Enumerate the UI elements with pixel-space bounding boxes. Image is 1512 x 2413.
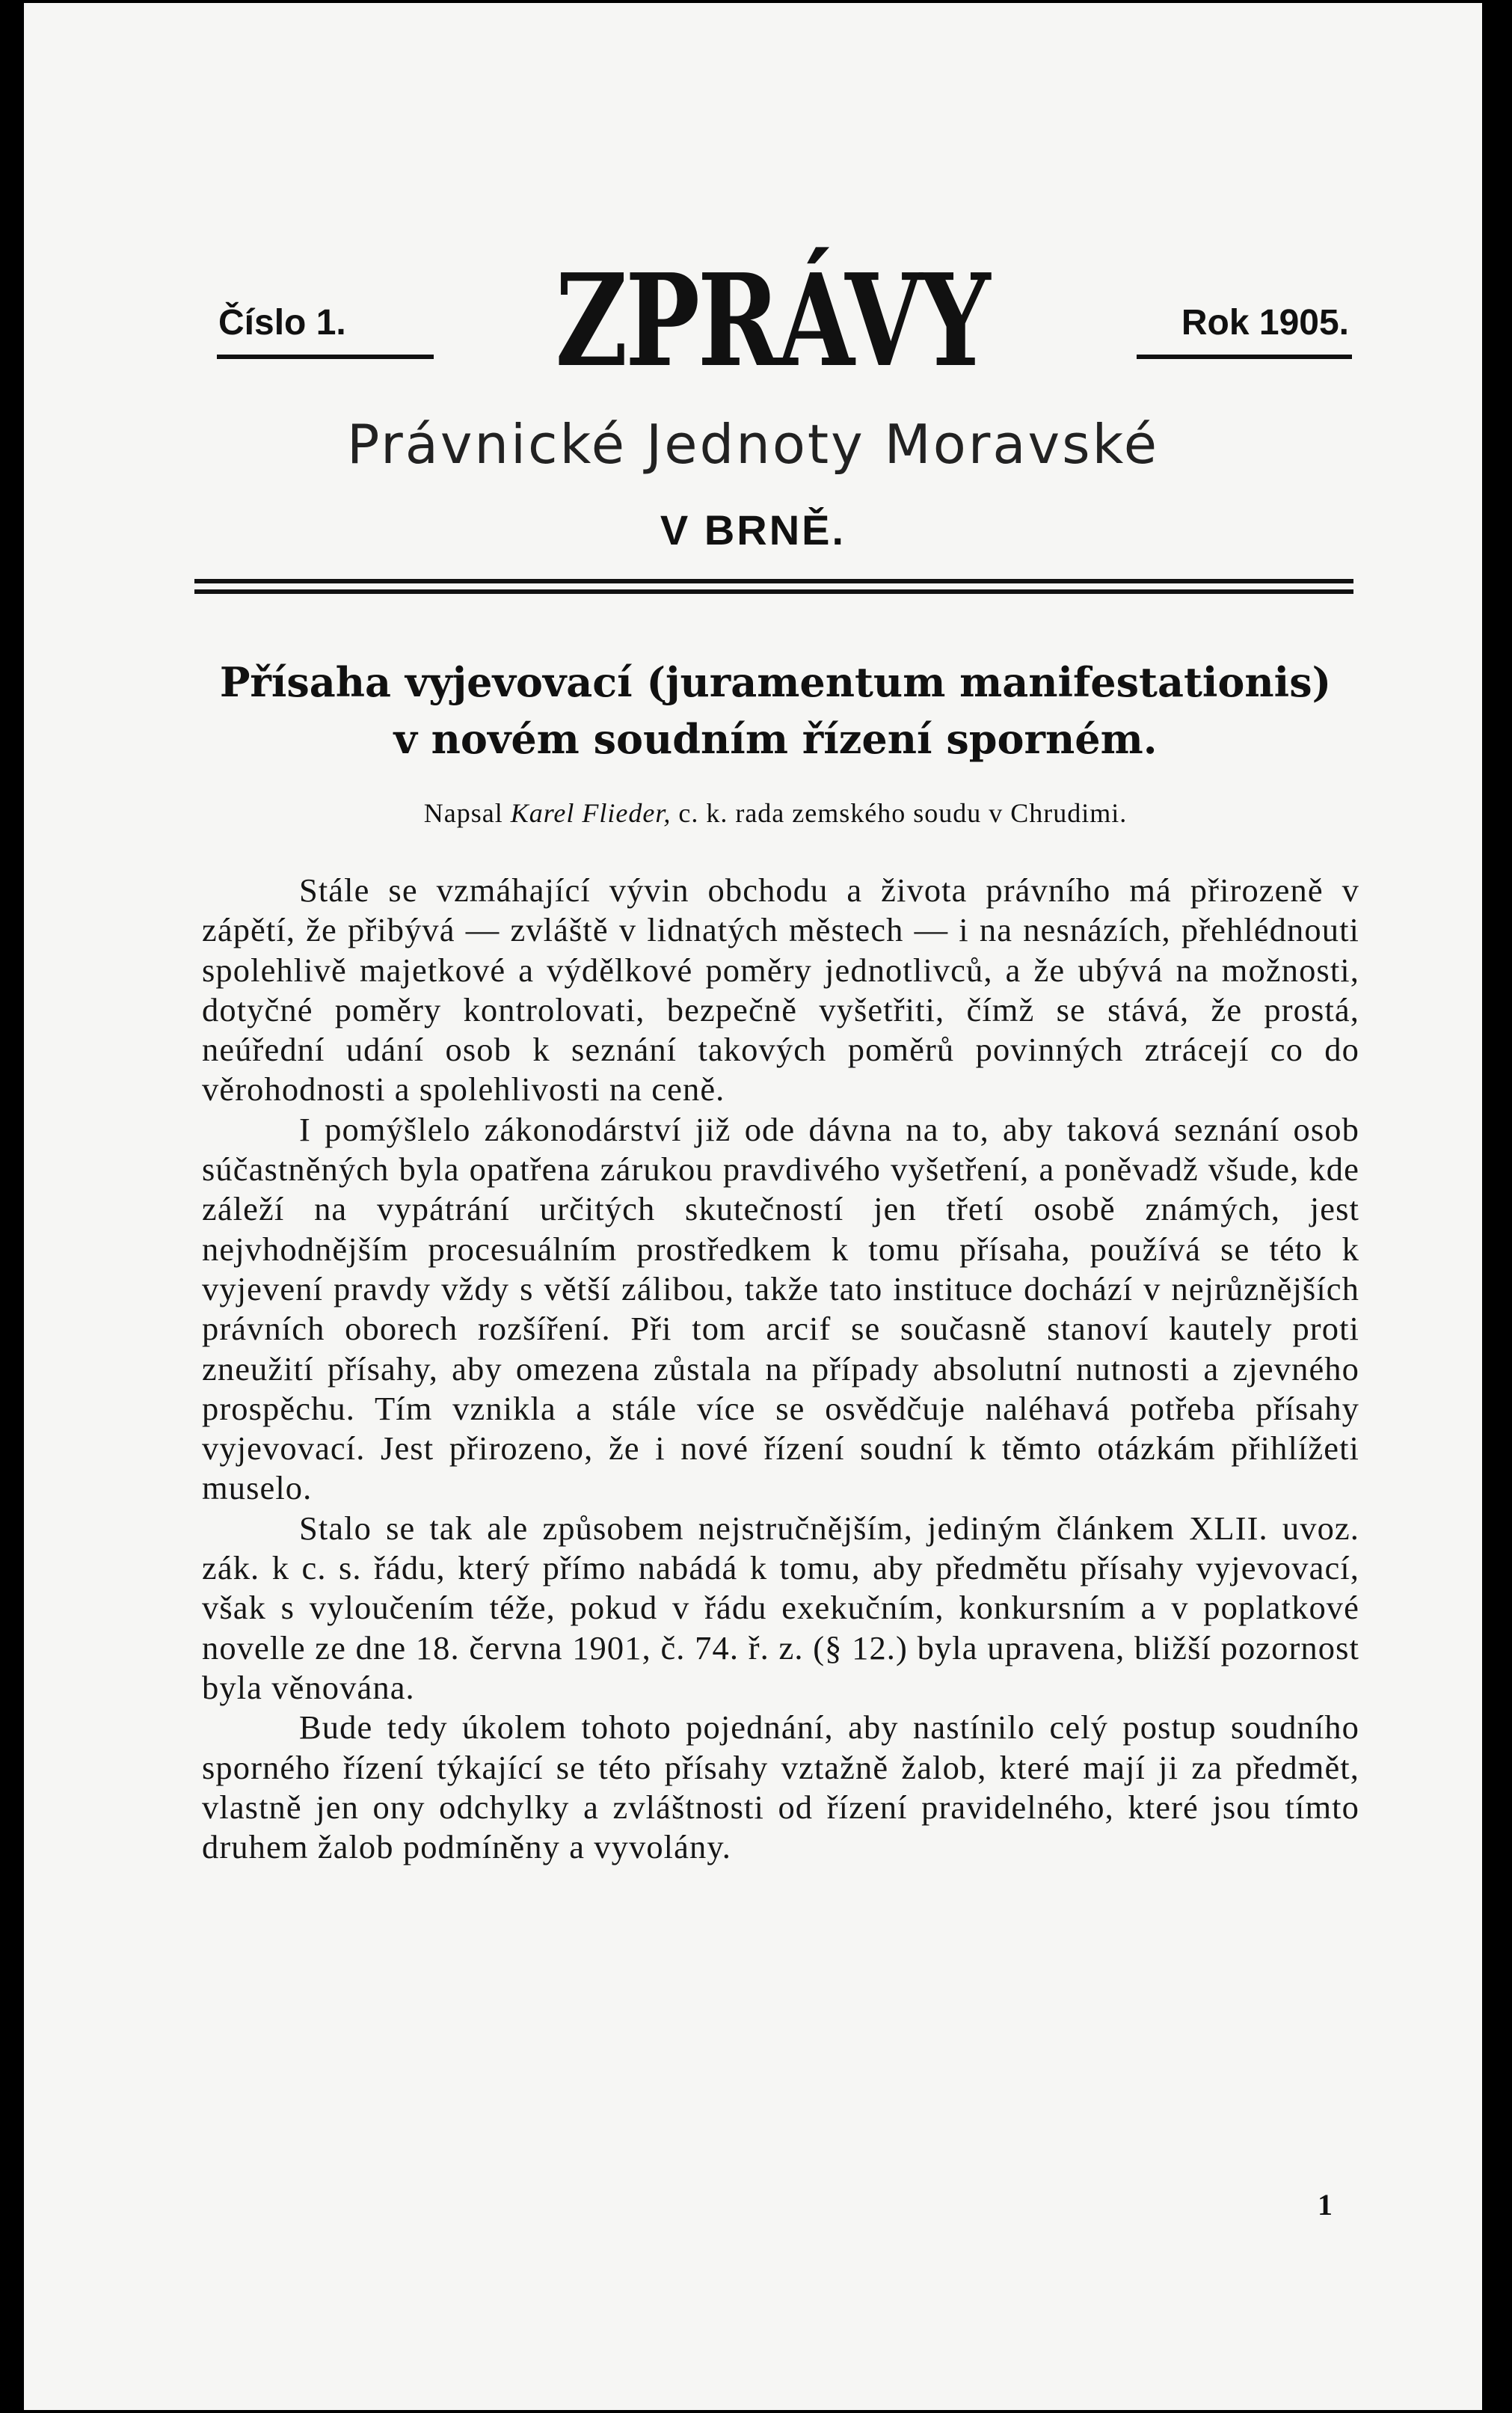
issue-number: Číslo 1. xyxy=(218,303,346,343)
masthead xyxy=(188,246,1355,407)
byline-prefix: Napsal xyxy=(423,798,503,828)
article-byline xyxy=(196,797,1355,829)
year-underline xyxy=(1137,355,1352,359)
issue-year: Rok 1905. xyxy=(1181,303,1349,343)
journal-logo-title: ZPRÁVY xyxy=(555,246,989,396)
article-body xyxy=(202,871,1359,1867)
byline-suffix: c. k. rada zemského soudu v Chrudimi. xyxy=(678,798,1128,828)
paragraph-4: Bude tedy úkolem tohoto pojednání, aby nastínilo celý postup soudního sporného řízení týkající se této přísahy vztažně žalob, které mají ji za předmět, vlastně jen ony odchylky a zvláštnosti od řízení pravidelného, které jsou tímto druhem žalob podmíněny a vyvolány. xyxy=(202,1708,1359,1866)
journal-subtitle: Právnické Jednoty Moravské xyxy=(346,413,1160,476)
article-title xyxy=(196,654,1355,767)
byline-author: Karel Flieder, xyxy=(510,798,672,828)
paragraph-1: Stále se vzmáhající vývin obchodu a života právního má přirozeně v zápětí, že přibývá — zvláště v lidnatých městech — i na nesnázích, přehlédnouti spolehlivě majetkové a výdělkové poměry jednotlivců, a že ubývá na možnosti, dotyčné poměry kontrolovati, bezpečně vyšetřiti, čímž se stává, že prostá, neúřední udání osob k seznání takových poměrů povinných ztrácejí co do věrohodnosti a spolehlivosti na ceně. xyxy=(202,871,1359,1109)
page xyxy=(24,3,1482,2410)
paragraph-3: Stalo se tak ale způsobem nejstručnějším, jediným článkem XLII. uvoz. zák. k c. s. řádu, který přímo nabádá k tomu, aby předmětu přísahy vyjevovací, však s vyloučením téže, pokud v řádu exekučním, konkursním a v poplatkové novelle ze dne 18. června 1901, č. 74. ř. z. (§ 12.) byla upravena, bližší pozornost byla věnována. xyxy=(202,1509,1359,1706)
article-title-line-2: v novém soudním řízení sporném. xyxy=(393,715,1158,763)
journal-city: V BRNĚ. xyxy=(660,506,846,554)
paragraph-2: I pomýšlelo zákonodárství již ode dávna na to, aby taková seznání osob súčastněných byla opatřena zárukou pravdivého vyšetření, a poněvadž všude, kde záleží na vypátrání určitých skutečností jen třetí osobě známých, jest nejvhodnějším procesuálním prostředkem k tomu přísaha, používá se této k vyjevení pravdy vždy s větší zálibou, takže tato instituce dochází v nejrůznějších právních oborech rozšíření. Při tom arcif se současně stanoví kautely proti zneužití přísahy, aby omezena zůstala na případy absolutní nutnosti a zjevného prospěchu. Tím vznikla a stále více se osvědčuje naléhavá potřeba přísahy vyjevovací. Jest přirozeno, že i nové řízení soudní k těmto otázkám přihlížeti muselo. xyxy=(202,1110,1359,1507)
article-title-line-1: Přísaha vyjevovací (juramentum manifestationis) xyxy=(219,658,1332,706)
header-divider xyxy=(194,579,1353,597)
divider-line-top xyxy=(194,579,1353,583)
page-number: 1 xyxy=(1318,2188,1333,2222)
divider-line-bottom xyxy=(194,589,1353,594)
